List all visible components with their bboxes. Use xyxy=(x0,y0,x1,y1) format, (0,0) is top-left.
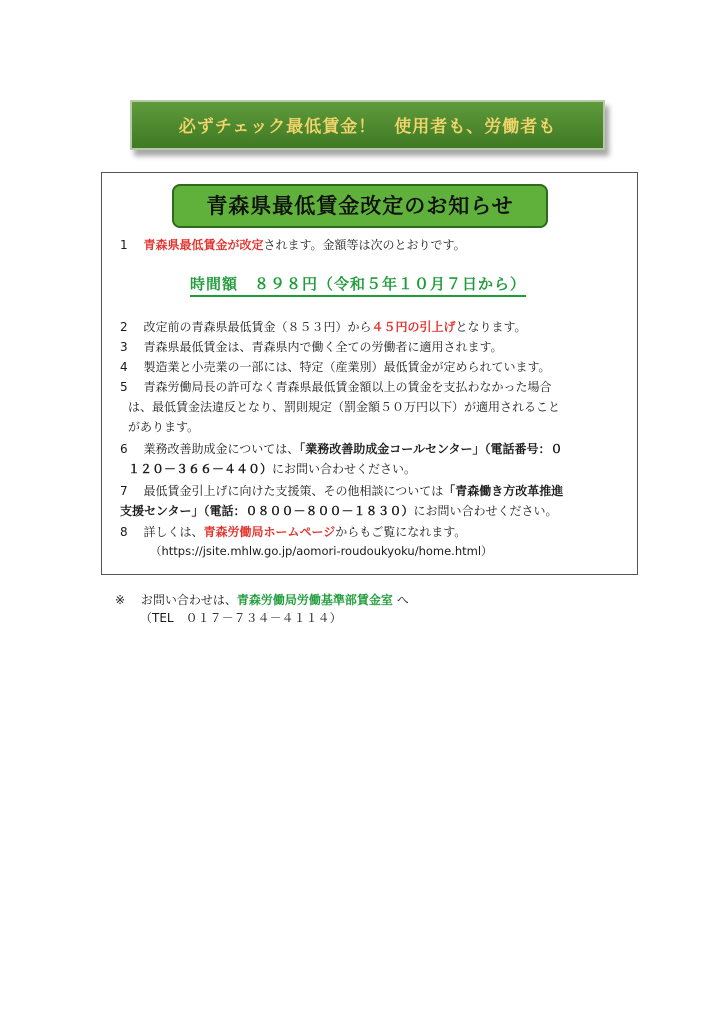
item-6-callcenter: 「業務改善助成金コールセンター」（電話番号：０ xyxy=(299,442,563,456)
item-2 xyxy=(120,319,527,335)
title-box xyxy=(172,184,548,228)
item-number: 7 xyxy=(120,484,128,498)
item-6 xyxy=(120,441,563,457)
item-6-phone: １２０－３６６－４４０） xyxy=(128,462,273,476)
item-8-text: 詳しくは、 xyxy=(143,525,204,539)
item-number: 6 xyxy=(120,442,128,456)
homepage-url[interactable]: （https://jsite.mhlw.go.jp/aomori-roudoukyoku/home.html） xyxy=(150,544,493,558)
item-1-highlight: 青森県最低賃金が改定 xyxy=(143,238,264,252)
item-7-center: 「青森働き方改革推進 xyxy=(443,484,564,498)
contact-office: 青森労働局労働基準部賃金室 xyxy=(236,593,393,607)
item-2-highlight: ４５円の引上げ xyxy=(371,320,456,334)
homepage-link[interactable]: 青森労働局ホームページ xyxy=(203,525,336,539)
item-7-line-2 xyxy=(120,503,558,519)
item-2-text: 改定前の青森県最低賃金（８５３円）から xyxy=(143,320,372,334)
item-6-line-2 xyxy=(128,461,416,477)
item-5-line-1: 青森労働局長の許可なく青森県最低賃金額以上の賃金を支払わなかった場合 xyxy=(143,380,552,394)
header-banner xyxy=(130,100,605,150)
note-mark: ※ xyxy=(115,593,126,607)
item-3-text: 青森県最低賃金は、青森県内で働く全ての労働者に適用されます。 xyxy=(143,340,503,354)
contact-line xyxy=(115,592,409,608)
contact-text-end: へ xyxy=(396,593,409,607)
item-number: 8 xyxy=(120,525,128,539)
item-8 xyxy=(120,524,466,540)
item-7-text: 最低賃金引上げに向けた支援策、その他相談については xyxy=(143,484,444,498)
item-7-text-end: にお問い合わせください。 xyxy=(413,504,558,518)
item-number: 1 xyxy=(120,238,128,252)
item-number: 4 xyxy=(120,360,128,374)
item-number: 5 xyxy=(120,380,128,394)
contact-tel: （TEL ０１７－７３４－４１１４） xyxy=(140,611,342,625)
item-2-text-end: となります。 xyxy=(455,320,527,334)
banner-text: 必ずチェック最低賃金！ 使用者も、労働者も xyxy=(178,117,557,137)
item-4 xyxy=(120,359,551,375)
item-3 xyxy=(120,339,503,355)
item-7 xyxy=(120,483,563,499)
item-6-text: 業務改善助成金については、 xyxy=(143,442,300,456)
item-number: 3 xyxy=(120,340,128,354)
item-6-text-end: にお問い合わせください。 xyxy=(272,462,417,476)
item-1-text: されます。金額等は次のとおりです。 xyxy=(263,238,466,252)
item-8-text-end: からもご覧になれます。 xyxy=(335,525,467,539)
contact-text: お問い合わせは、 xyxy=(140,593,237,607)
item-5 xyxy=(120,379,551,395)
item-1 xyxy=(120,237,466,253)
item-5-line-2: は、最低賃金法違反となり、罰則規定（罰金額５０万円以下）が適用されること xyxy=(128,400,561,414)
item-5-line-3: があります。 xyxy=(128,420,200,434)
page-title: 青森県最低賃金改定のお知らせ xyxy=(206,194,514,218)
hourly-wage: 時間額 ８９８円（令和５年１０月７日から） xyxy=(190,273,526,297)
item-number: 2 xyxy=(120,320,128,334)
item-7-phone: 支援センター」（電話：０８００－８００－１８３０） xyxy=(120,504,414,518)
item-4-text: 製造業と小売業の一部には、特定（産業別）最低賃金が定められています。 xyxy=(143,360,551,374)
